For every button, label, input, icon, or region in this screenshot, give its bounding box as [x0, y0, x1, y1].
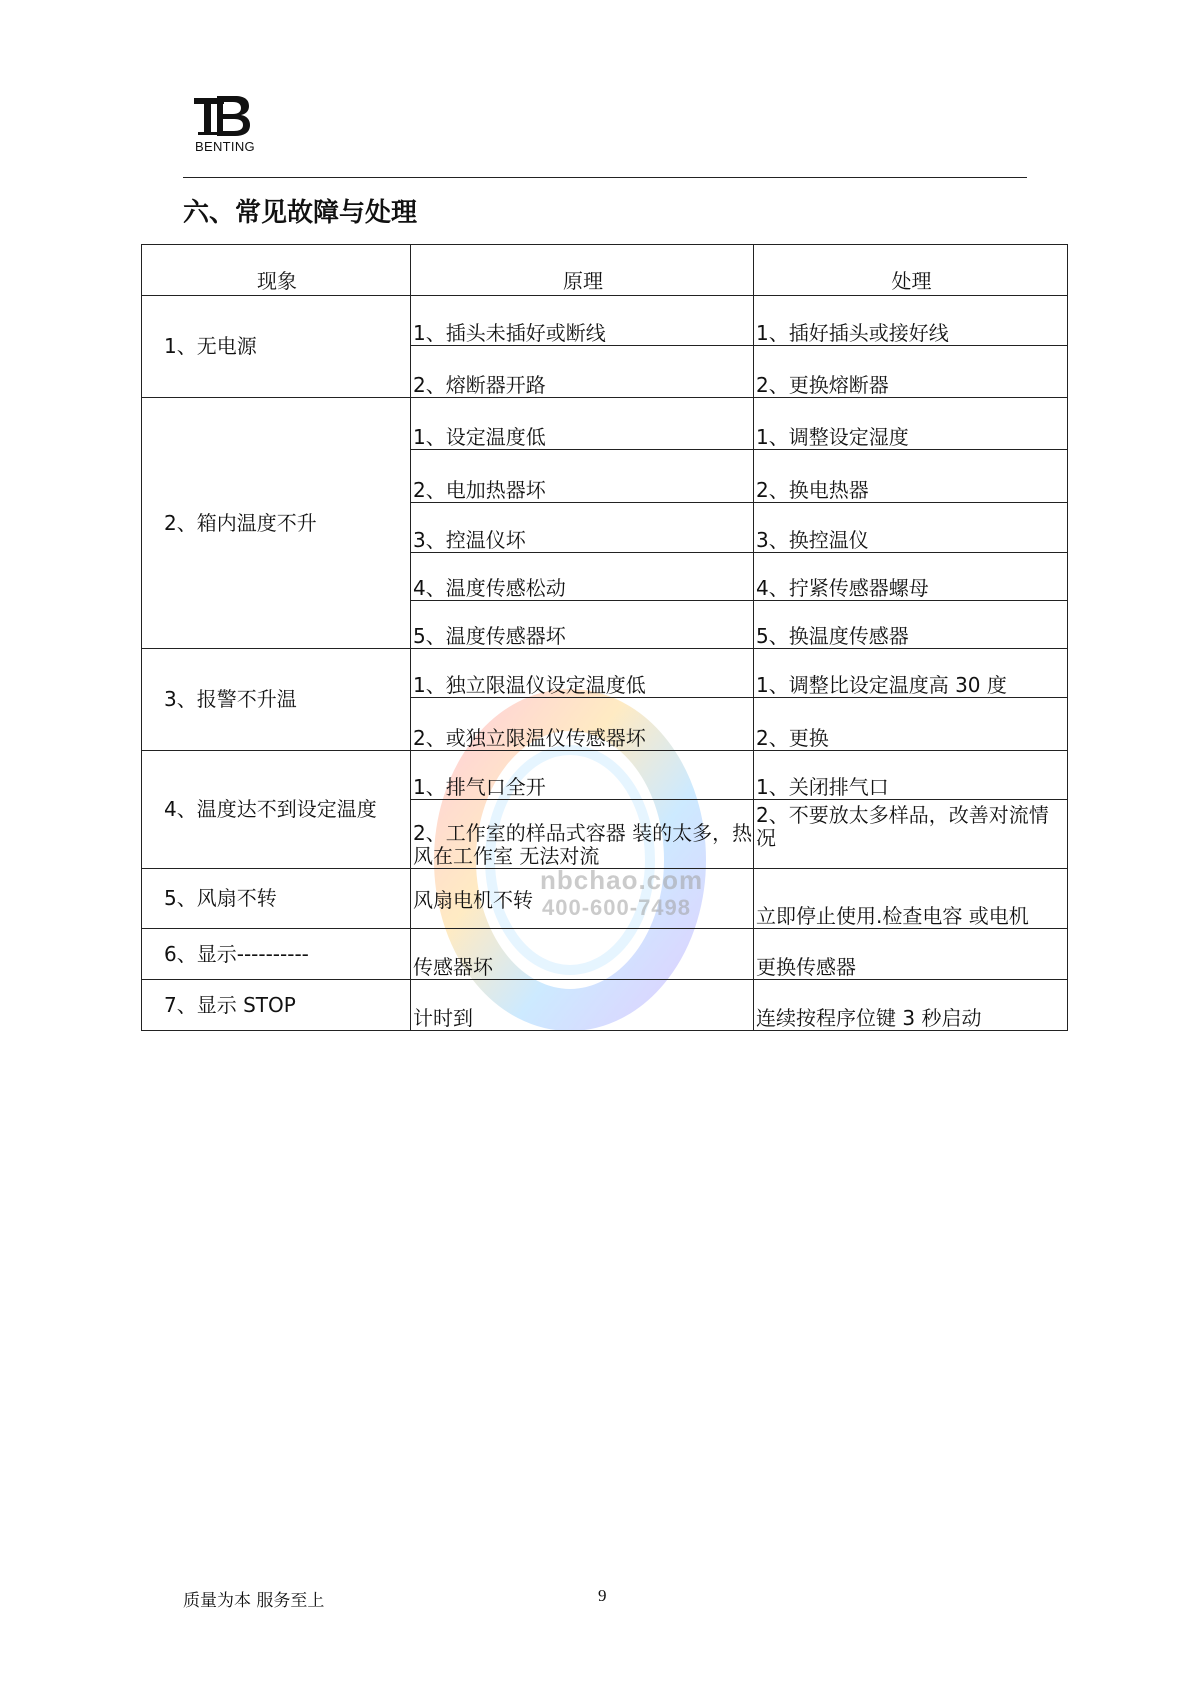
- header-cause: 原理: [411, 245, 754, 296]
- table-row: [142, 398, 1068, 450]
- fix-cell: 2、更换: [754, 698, 1068, 751]
- table-row: [142, 296, 1068, 346]
- fix-cell: 5、换温度传感器: [754, 601, 1068, 649]
- symptom-cell: 6、显示----------: [142, 929, 411, 980]
- fix-cell: 更换传感器: [754, 929, 1068, 980]
- logo-text: BENTING: [195, 139, 255, 154]
- fix-cell: 立即停止使用.检查电容 或电机: [754, 869, 1068, 929]
- symptom-cell: 1、无电源: [142, 296, 411, 398]
- symptom-cell: 3、报警不升温: [142, 649, 411, 751]
- cause-cell: 2、电加热器坏: [411, 450, 754, 503]
- fix-cell: 2、更换熔断器: [754, 346, 1068, 398]
- table-row: [142, 751, 1068, 800]
- table-row: [142, 929, 1068, 980]
- cause-cell: 2、熔断器开路: [411, 346, 754, 398]
- company-logo: [190, 92, 260, 162]
- cause-cell: 2、或独立限温仪传感器坏: [411, 698, 754, 751]
- cause-cell: 传感器坏: [411, 929, 754, 980]
- cause-cell: 3、控温仪坏: [411, 503, 754, 553]
- cause-cell: 风扇电机不转: [411, 869, 754, 929]
- fix-cell: 3、换控温仪: [754, 503, 1068, 553]
- cause-cell: 1、插头未插好或断线: [411, 296, 754, 346]
- cause-cell: 5、温度传感器坏: [411, 601, 754, 649]
- fix-cell: 1、插好插头或接好线: [754, 296, 1068, 346]
- cause-cell: 1、设定温度低: [411, 398, 754, 450]
- symptom-cell: 2、箱内温度不升: [142, 398, 411, 649]
- cause-cell: 1、排气口全开: [411, 751, 754, 800]
- header-symptom: 现象: [142, 245, 411, 296]
- table-row: [142, 980, 1068, 1031]
- watermark-text-site: nbchao.com: [540, 865, 704, 895]
- table-row: [142, 649, 1068, 698]
- fault-table: [141, 244, 1068, 1031]
- page-number: 9: [598, 1586, 607, 1605]
- cause-cell: 1、独立限温仪设定温度低: [411, 649, 754, 698]
- footer-slogan: 质量为本 服务至上: [183, 1591, 325, 1611]
- logo-mark: [190, 92, 260, 140]
- fix-cell: 1、调整比设定温度高 30 度: [754, 649, 1068, 698]
- fix-cell: 4、拧紧传感器螺母: [754, 553, 1068, 601]
- fix-cell: 1、关闭排气口: [754, 751, 1068, 800]
- fix-cell: 2、换电热器: [754, 450, 1068, 503]
- symptom-cell: 7、显示 STOP: [142, 980, 411, 1031]
- symptom-cell: 4、温度达不到设定温度: [142, 751, 411, 869]
- fix-cell: 2、不要放太多样品，改善对流情况: [754, 800, 1068, 869]
- table-row: [142, 869, 1068, 929]
- header-fix: 处理: [754, 245, 1068, 296]
- fix-cell: 1、调整设定湿度: [754, 398, 1068, 450]
- cause-cell: 4、温度传感松动: [411, 553, 754, 601]
- cause-cell: 2、工作室的样品式容器 装的太多，热风在工作室 无法对流: [411, 800, 754, 869]
- watermark-text-phone: 400-600-7498: [542, 895, 692, 920]
- table-header-row: [142, 245, 1068, 296]
- cause-cell: 计时到: [411, 980, 754, 1031]
- section-title: 六、常见故障与处理: [183, 198, 418, 228]
- symptom-cell: 5、风扇不转: [142, 869, 411, 929]
- header-divider: [183, 177, 1027, 178]
- fix-cell: 连续按程序位键 3 秒启动: [754, 980, 1068, 1031]
